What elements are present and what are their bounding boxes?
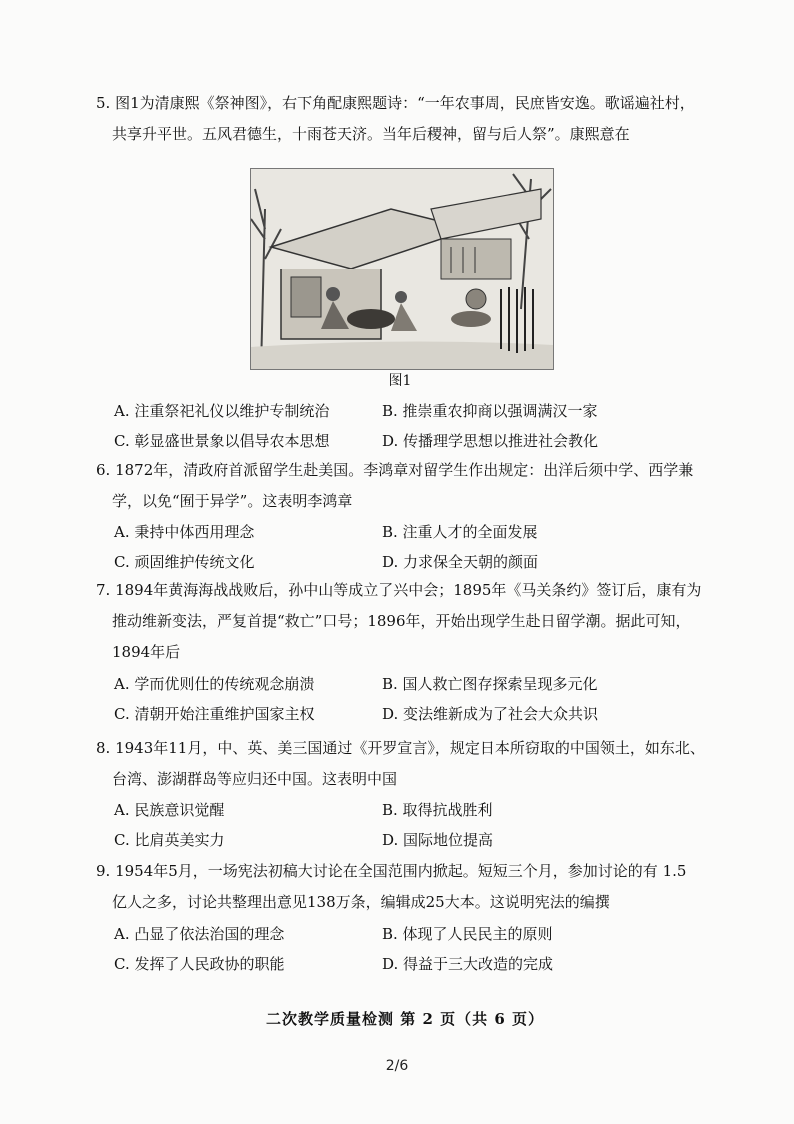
question-8-line-1: 8. 1943年11月，中、英、美三国通过《开罗宣言》，规定日本所窃取的中国领土，如东北、: [96, 739, 705, 757]
painting-illustration: [251, 169, 553, 369]
question-6-option-a[interactable]: A. 秉持中体西用理念: [114, 522, 255, 541]
question-8-options: [114, 794, 734, 854]
figure-1-painting: [250, 168, 554, 370]
question-6-option-c[interactable]: C. 顽固维护传统文化: [114, 552, 255, 571]
question-7-line-3: 1894年后: [112, 643, 181, 661]
question-6: [96, 455, 726, 517]
question-6-option-b[interactable]: B. 注重人才的全面发展: [382, 522, 538, 541]
question-5-option-b[interactable]: B. 推崇重农抑商以强调满汉一家: [382, 401, 598, 420]
question-7-option-a[interactable]: A. 学而优则仕的传统观念崩溃: [114, 674, 315, 693]
question-7-option-c[interactable]: C. 清朝开始注重维护国家主权: [114, 704, 315, 723]
question-7-option-d[interactable]: D. 变法维新成为了社会大众共识: [382, 704, 599, 723]
question-7-line-1: 7. 1894年黄海海战战败后，孙中山等成立了兴中会；1895年《马关条约》签订后，康有为: [96, 581, 702, 599]
question-6-option-d[interactable]: D. 力求保全天朝的颜面: [382, 552, 539, 571]
question-6-line-1: 6. 1872年，清政府首派留学生赴美国。李鸿章对留学生作出规定：出洋后须中学、西学兼: [96, 461, 694, 479]
figure-1-caption: 图1: [388, 373, 412, 389]
exam-footer-title: 二次教学质量检测 第 2 页（共 6 页）: [266, 1010, 544, 1028]
question-5-option-c[interactable]: C. 彰显盛世景象以倡导农本思想: [114, 431, 330, 450]
question-8-option-c[interactable]: C. 比肩英美实力: [114, 830, 225, 849]
question-5-line-2: 共享升平世。五风君德生，十雨苍天济。当年后稷神，留与后人祭”。康熙意在: [112, 125, 630, 143]
question-9-option-a[interactable]: A. 凸显了依法治国的理念: [114, 924, 285, 943]
question-9-option-d[interactable]: D. 得益于三大改造的完成: [382, 954, 554, 973]
question-8-option-d[interactable]: D. 国际地位提高: [382, 830, 494, 849]
question-9-option-c[interactable]: C. 发挥了人民政协的职能: [114, 954, 285, 973]
question-9-line-1: 9. 1954年5月，一场宪法初稿大讨论在全国范围内掀起。短短三个月，参加讨论的有 1.5: [96, 862, 687, 880]
question-5-option-a[interactable]: A. 注重祭祀礼仪以维护专制统治: [114, 401, 330, 420]
question-5: [96, 88, 726, 150]
question-7-line-2: 推动维新变法，严复首提“救亡”口号；1896年，开始出现学生赴日留学潮。据此可知，: [112, 612, 691, 630]
question-6-options: [114, 516, 734, 576]
question-8-option-b[interactable]: B. 取得抗战胜利: [382, 800, 493, 819]
question-8-line-2: 台湾、澎湖群岛等应归还中国。这表明中国: [112, 770, 398, 788]
question-9-option-b[interactable]: B. 体现了人民民主的原则: [382, 924, 553, 943]
question-7: [96, 575, 726, 668]
question-9-options: [114, 918, 734, 978]
question-8: [96, 733, 726, 795]
question-7-options: [114, 668, 734, 728]
question-9: [96, 856, 726, 918]
question-6-line-2: 学，以免“囿于异学”。这表明李鸿章: [112, 492, 353, 510]
question-5-option-d[interactable]: D. 传播理学思想以推进社会教化: [382, 431, 599, 450]
question-5-line-1: 5. 图1为清康熙《祭神图》，右下角配康熙题诗：“一年农事周，民庶皆安逸。歌谣遍社村，: [96, 94, 695, 112]
question-8-option-a[interactable]: A. 民族意识觉醒: [114, 800, 225, 819]
page-indicator: 2/6: [385, 1058, 409, 1074]
question-7-option-b[interactable]: B. 国人救亡图存探索呈现多元化: [382, 674, 598, 693]
question-5-options: [114, 395, 734, 455]
question-9-line-2: 亿人之多，讨论共整理出意见138万条，编辑成25大本。这说明宪法的编撰: [112, 893, 610, 911]
